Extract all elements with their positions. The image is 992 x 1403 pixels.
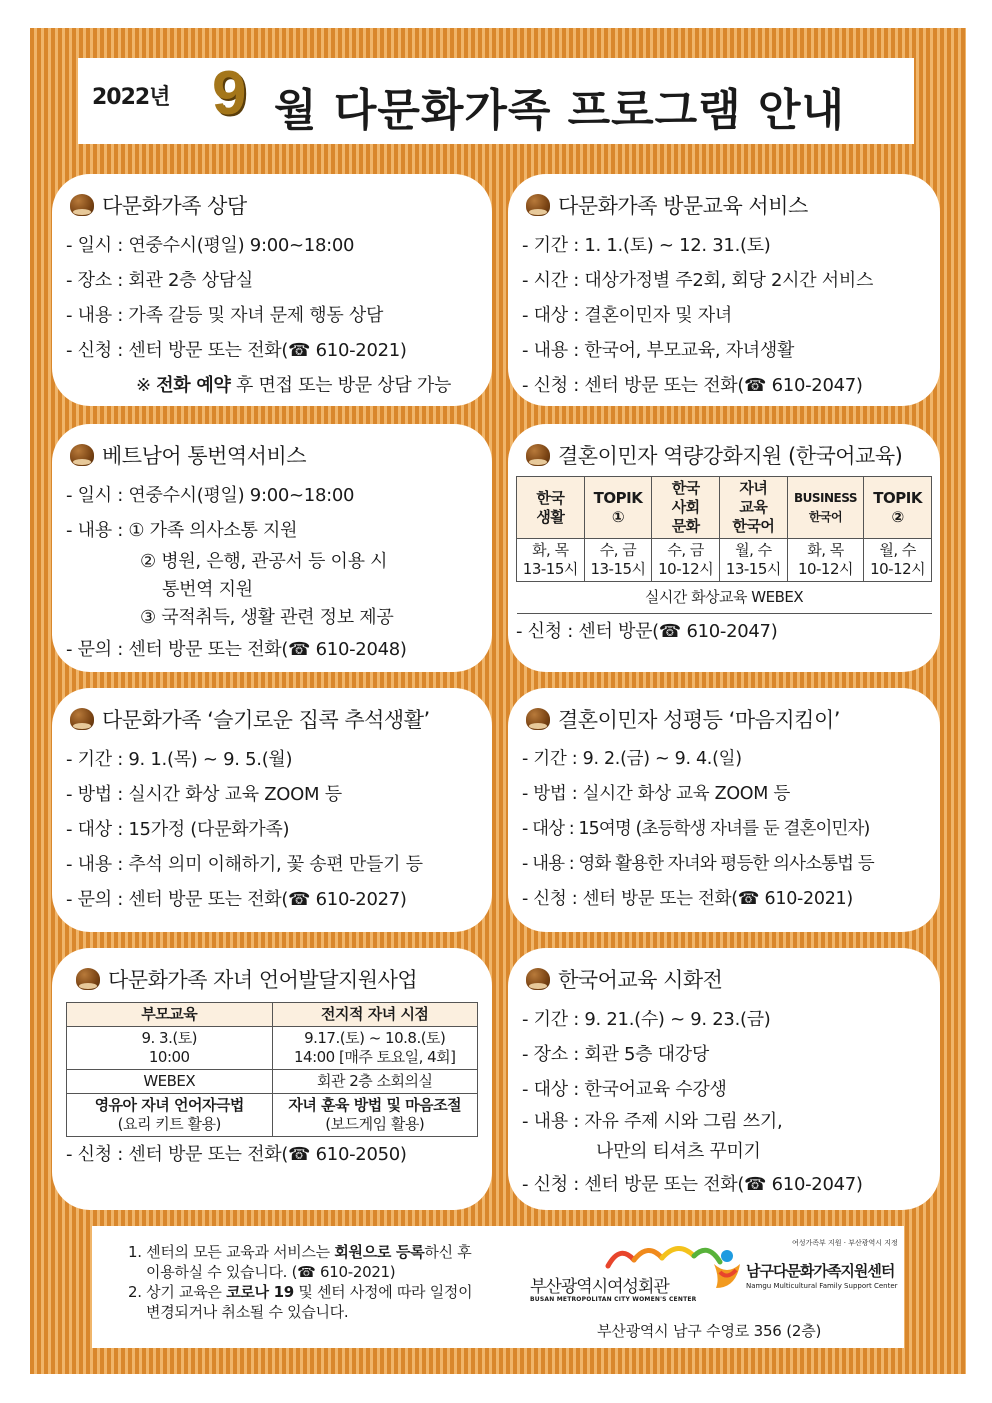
table-cell: 수, 금 13-15시 [584, 539, 652, 582]
table-cell: 월, 수 10-12시 [864, 539, 932, 582]
chestnut-icon [70, 194, 94, 216]
info-line: - 문의 : 센터 방문 또는 전화(☎ 610-2048) [66, 639, 407, 660]
note-line: ※ 전화 예약 후 면접 또는 방문 상담 가능 [136, 375, 452, 396]
card-title: 다문화가족 자녀 언어발달지원사업 [108, 968, 418, 992]
table-header: 전지적 자녀 시점 [272, 1003, 478, 1027]
page-title: 월 다문화가족 프로그램 안내 [274, 85, 846, 136]
chestnut-icon [70, 708, 94, 730]
info-line: - 장소 : 회관 2층 상담실 [66, 270, 253, 291]
chestnut-icon [526, 194, 550, 216]
info-line: - 대상 : 결혼이민자 및 자녀 [522, 305, 732, 326]
table-header: 부모교육 [67, 1003, 273, 1027]
info-line: - 내용 : 자유 주제 시와 그림 쓰기, [522, 1111, 783, 1132]
info-line: - 방법 : 실시간 화상 교육 ZOOM 등 [522, 784, 790, 804]
info-line: - 문의 : 센터 방문 또는 전화(☎ 610-2027) [66, 889, 407, 910]
card-title: 다문화가족 ‘슬기로운 집콕 추석생활’ [102, 708, 430, 732]
info-line: - 기간 : 9. 1.(목) ~ 9. 5.(월) [66, 749, 293, 770]
table-cell: 9. 3.(토) 10:00 [67, 1027, 273, 1070]
card-title: 다문화가족 방문교육 서비스 [558, 194, 808, 218]
title-banner [78, 58, 914, 144]
table-cell: 화, 목 10-12시 [787, 539, 864, 582]
address: 부산광역시 남구 수영로 356 (2층) [597, 1322, 822, 1340]
title-year: 2022년 [92, 85, 170, 110]
title-month: 9 [212, 59, 247, 128]
table-cell: WEBEX [67, 1070, 273, 1094]
info-line: - 일시 : 연중수시(평일) 9:00~18:00 [66, 485, 355, 506]
card-language [52, 948, 492, 1210]
info-line: - 신청 : 센터 방문 또는 전화(☎ 610-2050) [66, 1144, 407, 1165]
info-line: - 내용 : ① 가족 의사소통 지원 [66, 520, 298, 541]
table-cell: 수, 금 10-12시 [652, 539, 720, 582]
info-line: - 일시 : 연중수시(평일) 9:00~18:00 [66, 235, 355, 256]
table-cell: 실시간 화상교육 WEBEX [517, 582, 932, 614]
korean-schedule-table [516, 476, 932, 614]
card-chuseok [52, 688, 492, 932]
chestnut-icon [70, 444, 94, 466]
card-title: 결혼이민자 역량강화지원 (한국어교육) [558, 444, 903, 468]
card-visit [508, 174, 940, 406]
chestnut-icon [526, 444, 550, 466]
table-cell: 자녀 훈육 방법 및 마음조절 (보드게임 활용) [272, 1094, 478, 1137]
info-line: - 신청 : 센터 방문(☎ 610-2047) [516, 621, 778, 642]
language-table [66, 1002, 478, 1137]
info-line: - 내용 : 추석 의미 이해하기, 꽃 송편 만들기 등 [66, 854, 423, 875]
info-line: ② 병원, 은행, 관공서 등 이용 시 [140, 551, 388, 572]
card-poetry [508, 948, 940, 1210]
chestnut-icon [526, 708, 550, 730]
info-line: 나만의 티셔츠 꾸미기 [596, 1141, 761, 1162]
info-line: - 기간 : 1. 1.(토) ~ 12. 31.(토) [522, 235, 771, 256]
table-header: 한국 사회 문화 [652, 477, 720, 539]
table-cell: 영유아 자녀 언어자극법 (요리 키트 활용) [67, 1094, 273, 1137]
poster-background [30, 28, 966, 1374]
card-title: 다문화가족 상담 [102, 194, 247, 218]
table-header: BUSINESS 한국어 [787, 477, 864, 539]
info-line: ③ 국적취득, 생활 관련 정보 제공 [140, 607, 394, 628]
info-line: - 장소 : 회관 5층 대강당 [522, 1044, 709, 1065]
info-line: - 내용 : 한국어, 부모교육, 자녀생활 [522, 340, 795, 361]
card-vietnam [52, 424, 492, 672]
info-line: - 대상 : 15여명 (초등학생 자녀를 둔 결혼이민자) [522, 819, 870, 839]
card-gender [508, 688, 940, 932]
info-line: - 신청 : 센터 방문 또는 전화(☎ 610-2021) [522, 889, 853, 909]
card-korean [508, 424, 940, 672]
table-header: 한국 생활 [517, 477, 585, 539]
info-line: - 기간 : 9. 2.(금) ~ 9. 4.(일) [522, 749, 742, 769]
table-cell: 회관 2층 소회의실 [272, 1070, 478, 1094]
info-line: - 대상 : 15가정 (다문화가족) [66, 819, 290, 840]
info-line: - 신청 : 센터 방문 또는 전화(☎ 610-2047) [522, 1174, 863, 1195]
card-title: 결혼이민자 성평등 ‘마음지킴이’ [558, 708, 840, 732]
info-line: - 신청 : 센터 방문 또는 전화(☎ 610-2021) [66, 340, 407, 361]
chestnut-icon [76, 968, 100, 990]
table-cell: 9.17.(토) ~ 10.8.(토) 14:00 [매주 토요일, 4회] [272, 1027, 478, 1070]
card-counsel [52, 174, 492, 406]
info-line: - 신청 : 센터 방문 또는 전화(☎ 610-2047) [522, 375, 863, 396]
table-header: TOPIK ① [584, 477, 652, 539]
footer-notes: 1. 센터의 모든 교육과 서비스는 회원으로 등록하신 후 이용하실 수 있습니다. (☎ 610-2021) 2. 상기 교육은 코로나 19 및 센터 사정에 따라 일정이 변경되거나 취소될 수 있습니다. 부산광역시여성회관 BUSAN METROPOLITAN CITY WOMEN'S CENTER 여성가족부 지원 · 부산광역시 지정 남구다문화가족지원센터 Namgu Multicultural Family Support Center 부산광역시 남구 수영로 356 (2층) [92, 1226, 904, 1348]
table-header: TOPIK ② [864, 477, 932, 539]
table-cell: 월, 수 13-15시 [720, 539, 788, 582]
table-cell: 화, 목 13-15시 [517, 539, 585, 582]
info-line: - 방법 : 실시간 화상 교육 ZOOM 등 [66, 784, 342, 805]
card-title: 한국어교육 시화전 [558, 968, 723, 992]
info-line: - 시간 : 대상가정별 주2회, 회당 2시간 서비스 [522, 270, 874, 291]
info-line: - 내용 : 영화 활용한 자녀와 평등한 의사소통법 등 [522, 854, 874, 874]
info-line: 통번역 지원 [162, 579, 253, 600]
info-line: - 대상 : 한국어교육 수강생 [522, 1079, 727, 1100]
card-title: 베트남어 통번역서비스 [102, 444, 307, 468]
table-header: 자녀 교육 한국어 [720, 477, 788, 539]
family-logo-icon [710, 1248, 744, 1292]
chestnut-icon [526, 968, 550, 990]
info-line: - 내용 : 가족 갈등 및 자녀 문제 행동 상담 [66, 305, 384, 326]
info-line: - 기간 : 9. 21.(수) ~ 9. 23.(금) [522, 1009, 771, 1030]
